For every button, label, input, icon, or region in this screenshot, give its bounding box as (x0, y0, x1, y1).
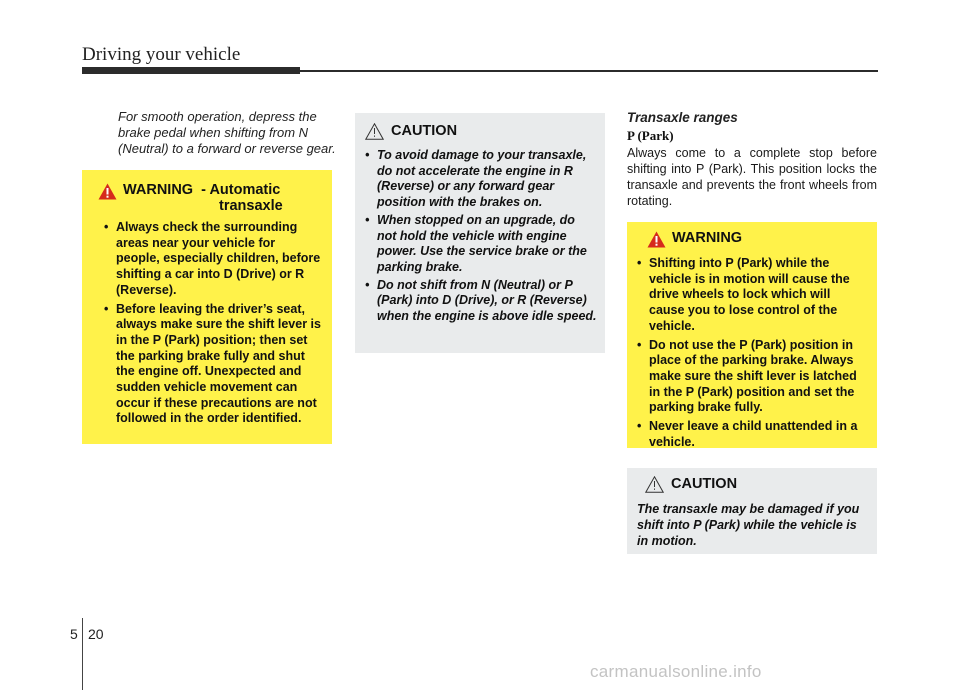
chapter-number: 5 (70, 626, 78, 642)
list-item: • Before leaving the driver’s seat, always make sure the shift lever is in the P (Park) position; then set the parking brake fully and shut the engine off. Unexpected and sudden vehicle movement can occur if these precautions are not followed in the order identified. (104, 302, 322, 428)
list-item: • Always check the surrounding areas near your vehicle for people, especially children, before shifting a car into D (Drive) or R (Reverse). (104, 220, 322, 299)
warning-triangle-icon (98, 183, 117, 204)
caution-1-list (365, 148, 597, 325)
list-item: • Never leave a child unattended in a vehicle. (637, 419, 869, 450)
warning-park-label: WARNING (672, 230, 743, 246)
warning-automatic-list (104, 220, 322, 427)
transaxle-ranges-heading: Transaxle ranges (627, 110, 738, 125)
warning-automatic-header (98, 182, 322, 214)
caution-2-text: The transaxle may be damaged if you shift into P (Park) while the vehicle is in motion. (637, 502, 860, 548)
list-item: • Do not use the P (Park) position in place of the parking brake. Always make sure the shift lever is latched in the P (Park) position and set the parking brake fully. (637, 338, 869, 417)
park-description: Always come to a complete stop before shifting into P (Park). This position locks the transaxle and prevents the front wheels from rotating. (627, 146, 877, 208)
warning-park-header (647, 230, 869, 252)
warning-automatic-label: WARNING (123, 182, 194, 198)
park-label: P (Park) (627, 128, 674, 143)
footer-divider (82, 618, 83, 690)
caution-2-header (645, 476, 869, 497)
caution-triangle-icon (645, 476, 664, 497)
page-header-title: Driving your vehicle (82, 44, 241, 65)
header-rule-thick (82, 67, 300, 74)
header-rule-thin (300, 70, 878, 72)
caution-box-2 (627, 468, 877, 554)
page-number: 20 (88, 626, 104, 642)
warning-park-box (627, 222, 877, 448)
warning-automatic-box (82, 170, 332, 444)
list-item: • When stopped on an upgrade, do not hold the vehicle with engine power. Use the service brake or the parking brake. (365, 213, 597, 276)
caution-1-header (365, 123, 597, 144)
caution-box-1 (355, 113, 605, 353)
warning-automatic-suffix2: transaxle (219, 198, 283, 214)
list-item: • Do not shift from N (Neutral) or P (Park) into D (Drive), or R (Reverse) when the engine is above idle speed. (365, 278, 597, 325)
list-item: • To avoid damage to your transaxle, do not accelerate the engine in R (Reverse) or any forward gear position with the brakes on. (365, 148, 597, 211)
warning-automatic-suffix: - Automatic (201, 182, 281, 198)
warning-park-list (637, 256, 869, 450)
watermark-text: carmanualsonline.info (590, 662, 762, 681)
warning-triangle-icon (647, 231, 666, 252)
caution-1-label: CAUTION (391, 123, 458, 139)
caution-2-label: CAUTION (671, 476, 738, 492)
intro-text: For smooth operation, depress the brake pedal when shifting from N (Neutral) to a forward or reverse gear. (118, 109, 336, 156)
list-item: • Shifting into P (Park) while the vehicle is in motion will cause the drive wheels to lock which will cause you to lose control of the vehicle. (637, 256, 869, 335)
caution-triangle-icon (365, 123, 384, 144)
